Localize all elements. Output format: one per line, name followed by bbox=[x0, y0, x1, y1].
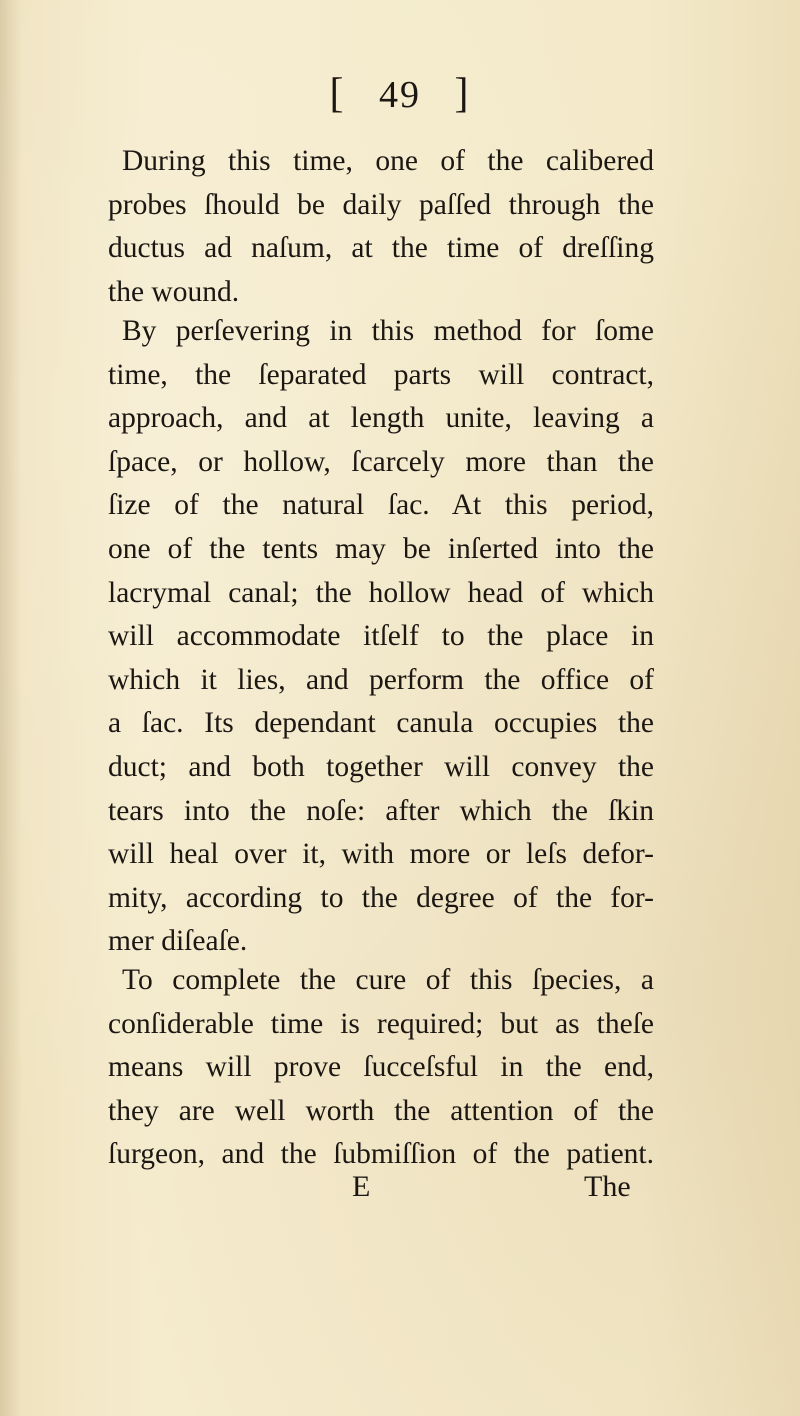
text-line: ſize of the natural ſac. At this period, bbox=[108, 489, 654, 522]
gutter-shadow bbox=[0, 0, 22, 1416]
text-line: lacrymal canal; the hollow head of which bbox=[108, 576, 654, 609]
text-line: the wound. bbox=[108, 275, 240, 308]
text-line: probes ſhould be daily paſſed through the bbox=[108, 188, 654, 221]
text-line: means will prove ſucceſsful in the end, bbox=[108, 1051, 654, 1084]
text-line: tears into the noſe: after which the ſkin bbox=[108, 794, 654, 827]
text-line: mity, according to the degree of the for- bbox=[108, 881, 654, 914]
text-line: By perſevering in this method for ſome bbox=[122, 315, 654, 347]
text-line: During this time, one of the calibered bbox=[122, 145, 654, 177]
text-line: will heal over it, with more or leſs defor- bbox=[108, 838, 654, 871]
text-line: one of the tents may be inſerted into the bbox=[108, 532, 654, 565]
text-line: conſiderable time is required; but as theſe bbox=[108, 1007, 654, 1040]
page-number: 49 bbox=[379, 74, 421, 116]
text-line: which it lies, and perform the office of bbox=[108, 663, 654, 696]
text-line: ſurgeon, and the ſubmiſſion of the patient. bbox=[108, 1138, 654, 1171]
paragraph-3 bbox=[108, 959, 654, 1177]
text-line: ductus ad naſum, at the time of dreſſing bbox=[108, 232, 654, 265]
paragraph-2 bbox=[108, 310, 654, 964]
text-line: they are well worth the attention of the bbox=[108, 1094, 654, 1127]
signature-mark: E bbox=[352, 1170, 371, 1203]
text-line: To complete the cure of this ſpecies, a bbox=[122, 964, 654, 996]
text-line: duct; and both together will convey the bbox=[108, 750, 654, 783]
text-line: will accommodate itſelf to the place in bbox=[108, 620, 654, 653]
header-right-bracket: ] bbox=[454, 71, 471, 117]
catchword: The bbox=[584, 1170, 631, 1203]
header-left-bracket: [ bbox=[329, 71, 346, 117]
page-header bbox=[0, 70, 800, 118]
text-line: mer diſeaſe. bbox=[108, 925, 248, 958]
text-line: a ſac. Its dependant canula occupies the bbox=[108, 707, 654, 740]
text-line: time, the ſeparated parts will contract, bbox=[108, 358, 654, 391]
text-line: approach, and at length unite, leaving a bbox=[108, 402, 654, 435]
paragraph-1 bbox=[108, 140, 654, 314]
text-line: ſpace, or hollow, ſcarcely more than the bbox=[108, 445, 654, 478]
